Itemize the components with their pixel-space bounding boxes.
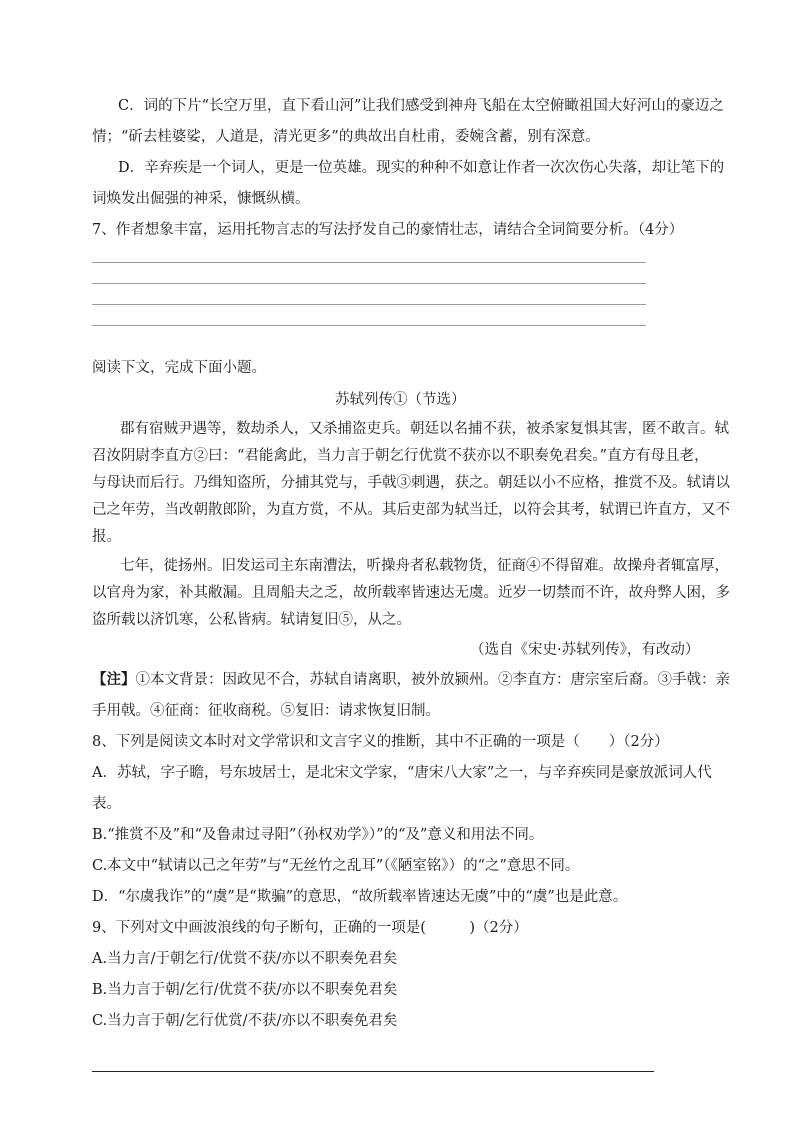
page-bottom-rule xyxy=(92,1071,654,1072)
passage-p1-line-4: 己之年劳，当改朝散郎阶，为直方赏，不从。其后吏部为轼当迁，以符会其考，轼谓已许直方，又不 xyxy=(92,502,730,518)
passage-title: 苏轼列传①（节选） xyxy=(335,392,466,408)
answer-line-4[interactable] xyxy=(92,325,646,326)
passage-p1-line-1: 郡有宿贼尹遇等，数劫杀人，又杀捕盗吏兵。朝廷以名捕不获，被杀家复惧其害，匿不敢言。轼 xyxy=(120,421,729,437)
passage-p2-line-1: 七年，徙扬州。旧发运司主东南漕法，听操舟者私载物货，征商④不得留难。故操舟者辄富厚， xyxy=(120,558,729,574)
question-9-option-a: A.当力言/于朝乞行/优赏不获/亦以不职奏免君矣 xyxy=(92,951,398,967)
question-8-option-d: D．“尔虞我诈”的“虞”是“欺骗”的意思，“故所载率皆速达无虞”中的“虞”也是此意。 xyxy=(92,889,628,905)
passage-p1-line-5: 报。 xyxy=(92,529,121,545)
notes-line-1 xyxy=(92,670,730,690)
question-8-stem: 8、下列是阅读文本时对文学常识和文言字义的推断，其中不正确的一项是（ ）（2分） xyxy=(92,734,669,750)
option-d-line-1: D．辛弃疾是一个词人，更是一位英雄。现实的种种不如意让作者一次次伤心失落，却让笔下的 xyxy=(118,160,725,176)
question-8-option-a-line-1: A．苏轼，字子瞻，号东坡居士，是北宋文学家，“唐宋八大家”之一，与辛弃疾同是豪放派词人代 xyxy=(92,765,712,781)
passage-source: （选自《宋史·苏轼列传》，有改动） xyxy=(470,642,700,658)
answer-line-3[interactable] xyxy=(92,304,646,305)
reading-instruction: 阅读下文，完成下面小题。 xyxy=(92,360,266,376)
passage-p2-line-3: 盗所载以济饥寒，公私皆病。轼请复旧⑤，从之。 xyxy=(92,612,411,628)
answer-line-1[interactable] xyxy=(92,262,646,263)
question-8-option-c: C.本文中“轼请以己之年劳”与“无丝竹之乱耳”（《陋室铭》）的“之”意思不同。 xyxy=(92,858,580,874)
option-c-line-1: C．词的下片“长空万里，直下看山河”让我们感受到神舟飞船在太空俯瞰祖国大好河山的豪迈之 xyxy=(118,98,724,114)
notes-text-1: ①本文背景：因政见不合，苏轼自请离职，被外放颍州。②李直方：唐宗室后裔。③手戟：亲 xyxy=(135,672,730,688)
notes-line-2: 手用戟。④征商：征收商税。⑤复旧：请求恢复旧制。 xyxy=(92,703,440,719)
option-d-line-2: 词焕发出倔强的神采，慷慨纵横。 xyxy=(92,191,310,207)
passage-p1-line-2: 召汝阴尉李直方②曰：“君能禽此，当力言于朝乞行优赏不获亦以不职奏免君矣。”直方有母且老， xyxy=(92,448,709,464)
notes-label: 【注】 xyxy=(92,671,136,688)
question-8-option-a-line-2: 表。 xyxy=(92,796,121,812)
question-7-stem: 7、作者想象丰富，运用托物言志的写法抒发自己的豪情壮志，请结合全词简要分析。（4分） xyxy=(92,222,684,238)
question-9-stem: 9、下列对文中画波浪线的句子断句，正确的一项是( )（2分） xyxy=(92,920,528,936)
question-9-option-c: C.当力言于朝/乞行优赏/不获/亦以不职奏免君矣 xyxy=(92,1013,398,1029)
answer-line-2[interactable] xyxy=(92,283,646,284)
question-8-option-b: B.“推赏不及”和“及鲁肃过寻阳”（孙权劝学》）”的“及”意义和用法不同。 xyxy=(92,827,544,843)
question-9-option-b: B.当力言于朝/乞行/优赏不获/亦以不职奏免君矣 xyxy=(92,982,398,998)
option-c-line-2: 情；“斫去桂婆娑，人道是，清光更多”的典故出自杜甫，委婉含蓄，别有深意。 xyxy=(92,129,600,145)
passage-p2-line-2: 以官舟为家，补其敝漏。且周船夫之乏，故所载率皆速达无虞。近岁一切禁而不许，故舟弊人困，多 xyxy=(92,585,730,601)
passage-p1-line-3: 与母诀而后行。乃缉知盗所，分捕其党与，手戟③刺遇，获之。朝廷以小不应格，推赏不及。轼请以 xyxy=(92,475,730,491)
